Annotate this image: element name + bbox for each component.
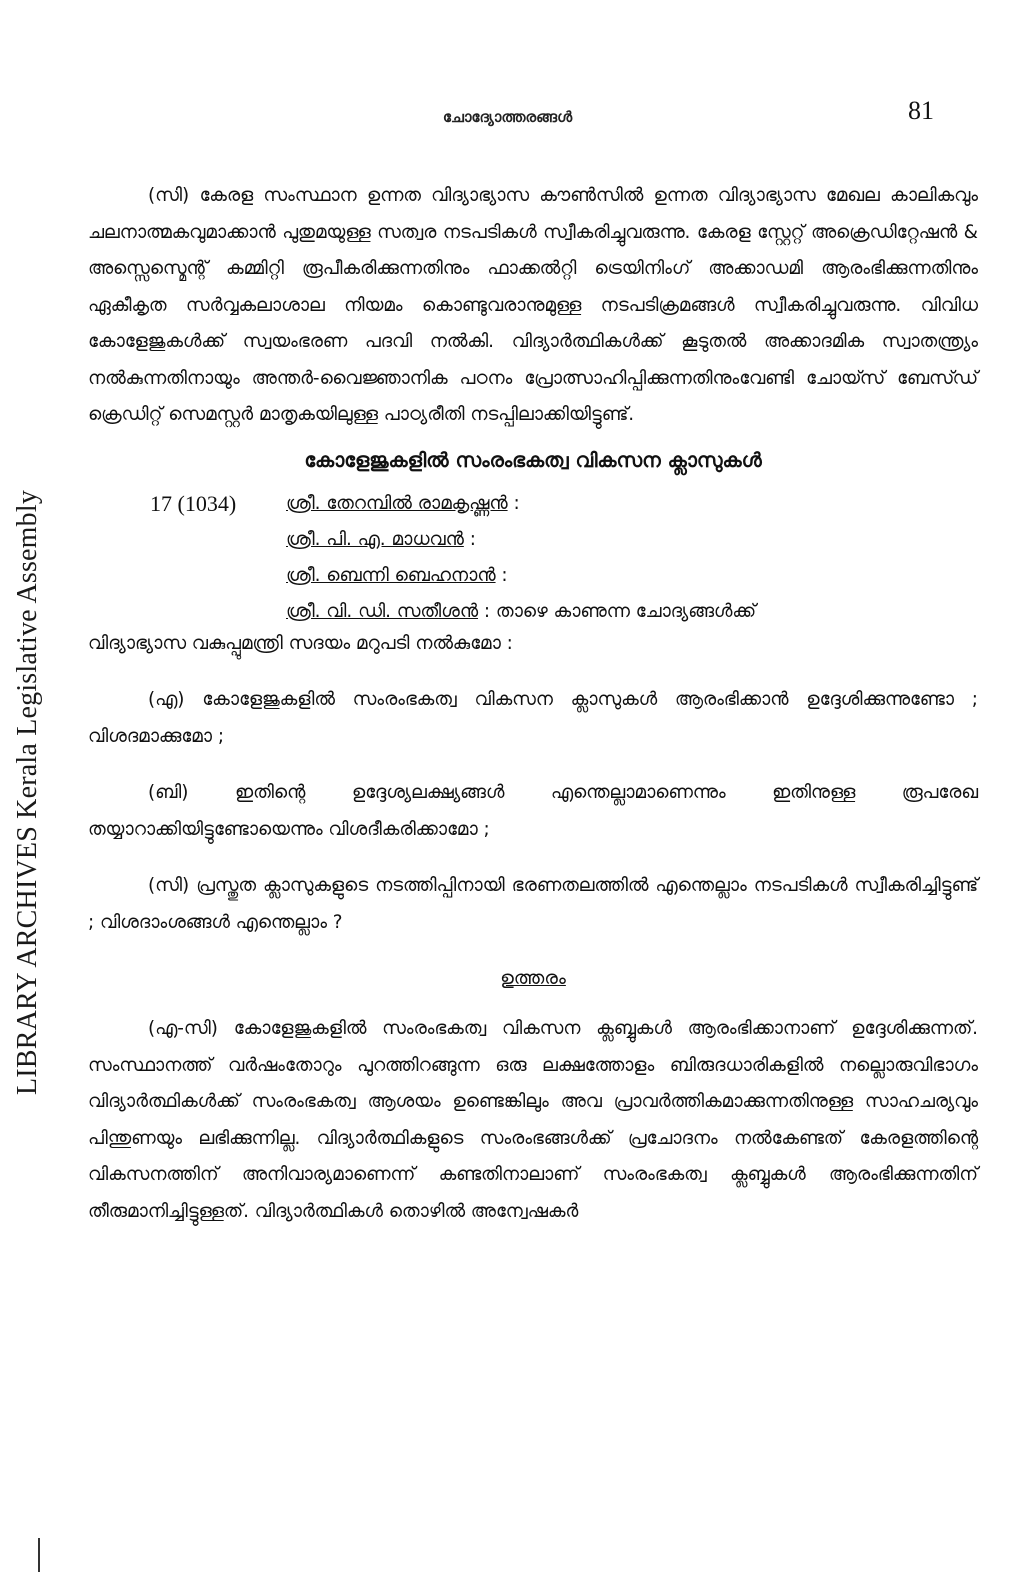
intro-paragraph: (സി) കേരള സംസ്ഥാന ഉന്നത വിദ്യാഭ്യാസ കൗൺസിൽ ഉന്നത വിദ്യാഭ്യാസ മേഖല കാലികവും ചലനാത്മകവുമാക്കാൻ പുതുമയുള്ള സത്വര നടപടികൾ സ്വീകരിച്ചുവരുന്നു. കേരള സ്റ്റേറ്റ് അക്രെഡിറ്റേഷൻ & അസ്സെസ്മെന്റ് കമ്മിറ്റി രൂപീകരിക്കുന്നതിനും ഫാക്കൽറ്റി ട്രെയിനിംഗ് അക്കാഡമി ആരംഭിക്കുന്നതിനും ഏകീകൃത സർവ്വകലാശാല നിയമം കൊണ്ടുവരാനുമുള്ള നടപടിക്രമങ്ങൾ സ്വീകരിച്ചുവരുന്നു. വിവിധ കോളേജുകൾക്ക് സ്വയംഭരണ പദവി നൽകി. വിദ്യാർത്ഥികൾക്ക് കൂടുതൽ അക്കാദമിക സ്വാതന്ത്ര്യം നൽകുന്നതിനായും അന്തർ-വൈജ്ഞാനിക പഠനം പ്രോത്സാഹിപ്പിക്കുന്നതിനുംവേണ്ടി ചോയ്സ് ബേസ്ഡ് ക്രെഡിറ്റ് സെമസ്റ്റർ മാതൃകയിലുള്ള പാഠ്യരീതി നടപ്പിലാക്കിയിട്ടുണ്ട്. bbox=[88, 185, 978, 425]
member-name: ശ്രീ. വി. ഡി. സതീശൻ bbox=[286, 600, 479, 622]
question-part-a: (എ) കോളേജുകളിൽ സംരംഭകത്വ വികസന ക്ലാസുകൾ ആരംഭിക്കാൻ ഉദ്ദേശിക്കുന്നുണ്ടോ ; വിശദമാക്കുമോ ; bbox=[88, 689, 978, 747]
member-line bbox=[286, 522, 978, 558]
member-line bbox=[286, 594, 978, 630]
answer-heading-text: ഉത്തരം bbox=[500, 967, 566, 989]
page-body bbox=[88, 178, 978, 1230]
answer-heading bbox=[88, 967, 978, 989]
question-addressee: വിദ്യാഭ്യാസ വകുപ്പുമന്ത്രി സദയം മറുപടി നൽകുമോ : bbox=[88, 632, 513, 654]
margin-mark bbox=[38, 1538, 40, 1572]
running-title: ചോദ്യോത്തരങ്ങൾ bbox=[442, 108, 573, 126]
archive-watermark: LIBRARY ARCHIVES Kerala Legislative Assembly bbox=[12, 489, 43, 1095]
member-suffix: : bbox=[495, 564, 508, 586]
member-suffix: : bbox=[463, 528, 476, 550]
member-suffix: : bbox=[507, 492, 520, 514]
question-part-c: (സി) പ്രസ്തുത ക്ലാസുകളുടെ നടത്തിപ്പിനായി ഭരണതലത്തിൽ എന്തെല്ലാം നടപടികൾ സ്വീകരിച്ചിട്ടുണ്ട് ; വിശദാംശങ്ങൾ എന്തെല്ലാം ? bbox=[88, 875, 978, 933]
member-line bbox=[286, 486, 978, 522]
member-line bbox=[286, 558, 978, 594]
member-name: ശ്രീ. ബെന്നി ബെഹനാൻ bbox=[286, 564, 496, 586]
question-part-b: (ബി) ഇതിന്റെ ഉദ്ദേശ്യലക്ഷ്യങ്ങൾ എന്തെല്ലാമാണെന്നും ഇതിനുള്ള രൂപരേഖ തയ്യാറാക്കിയിട്ടുണ്ടോയെന്നും വിശദീകരിക്കാമോ ; bbox=[88, 782, 978, 840]
answer-paragraph: (എ-സി) കോളേജുകളിൽ സംരംഭകത്വ വികസന ക്ലബ്ബുകൾ ആരംഭിക്കാനാണ് ഉദ്ദേശിക്കുന്നത്. സംസ്ഥാനത്ത് വർഷംതോറും പുറത്തിറങ്ങുന്ന ഒരു ലക്ഷത്തോളം ബിരുദധാരികളിൽ നല്ലൊരുവിഭാഗം വിദ്യാർത്ഥികൾക്ക് സംരംഭകത്വ ആശയം ഉണ്ടെങ്കിലും അവ പ്രാവർത്തികമാക്കുന്നതിനുള്ള സാഹചര്യവും പിന്തുണയും ലഭിക്കുന്നില്ല. വിദ്യാർത്ഥികളുടെ സംരംഭങ്ങൾക്ക് പ്രചോദനം നൽകേണ്ടത് കേരളത്തിന്റെ വികസനത്തിന് അനിവാര്യമാണെന്ന് കണ്ടതിനാലാണ് സംരംഭകത്വ ക്ലബ്ബുകൾ ആരംഭിക്കുന്നതിന് തീരുമാനിച്ചിട്ടുള്ളത്. വിദ്യാർത്ഥികൾ തൊഴിൽ അന്വേഷകർ bbox=[88, 1018, 978, 1222]
section-heading: കോളേജുകളിൽ സംരംഭകത്വ വികസന ക്ലാസുകൾ bbox=[304, 447, 762, 472]
member-list bbox=[286, 486, 978, 630]
member-name: ശ്രീ. പി. എ. മാധവൻ bbox=[286, 528, 464, 550]
question-number: 17 (1034) bbox=[150, 490, 237, 516]
member-name: ശ്രീ. തേറമ്പിൽ രാമകൃഷ്ണൻ bbox=[286, 492, 508, 514]
page-number: 81 bbox=[908, 96, 934, 125]
question-block bbox=[88, 486, 978, 626]
member-suffix: : താഴെ കാണുന്ന ചോദ്യങ്ങൾക്ക് bbox=[478, 600, 756, 622]
